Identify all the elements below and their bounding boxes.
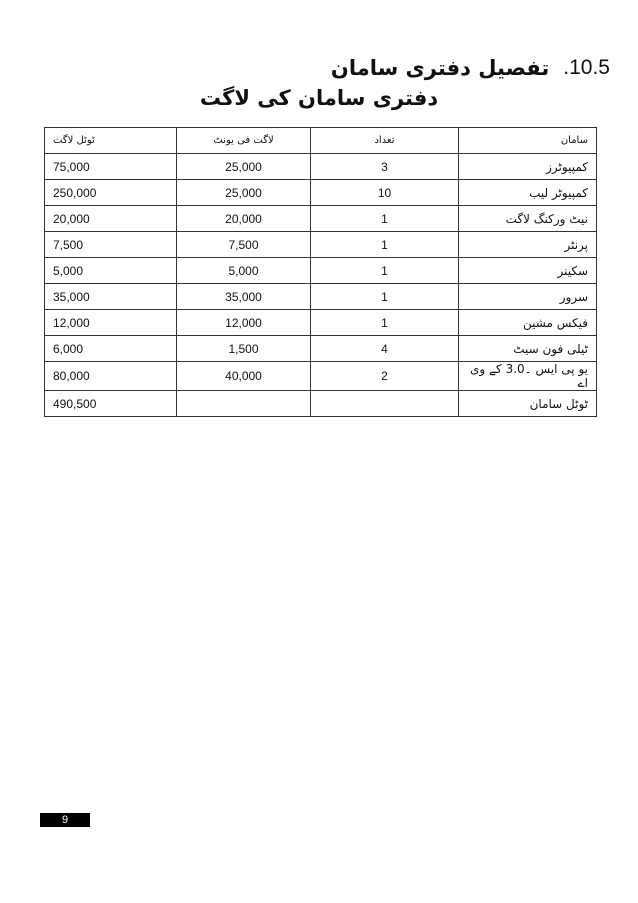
cell-quantity-empty bbox=[311, 391, 459, 417]
cell-item: یو پی ایس ۔3.0 کے وی اے bbox=[459, 362, 597, 391]
header-unit-cost: لاگت فی یونٹ bbox=[177, 128, 311, 154]
header-total-cost: ٹوٹل لاگت bbox=[45, 128, 177, 154]
cost-table bbox=[44, 127, 597, 417]
cell-total-cost: 6,000 bbox=[45, 336, 177, 362]
cell-item: نیٹ ورکنگ لاگت bbox=[459, 206, 597, 232]
table-row bbox=[45, 232, 597, 258]
cell-quantity: 1 bbox=[311, 284, 459, 310]
table-row bbox=[45, 180, 597, 206]
table-title: دفتری سامان کی لاگت bbox=[199, 86, 439, 110]
table-total-row bbox=[45, 391, 597, 417]
cell-unit-cost: 5,000 bbox=[177, 258, 311, 284]
cell-total-cost: 490,500 bbox=[45, 391, 177, 417]
cell-quantity: 3 bbox=[311, 154, 459, 180]
table-row bbox=[45, 310, 597, 336]
cell-quantity: 2 bbox=[311, 362, 459, 391]
cell-total-cost: 80,000 bbox=[45, 362, 177, 391]
header-quantity: تعداد bbox=[311, 128, 459, 154]
cell-item: فیکس مشین bbox=[459, 310, 597, 336]
cell-unit-cost: 40,000 bbox=[177, 362, 311, 391]
table-row bbox=[45, 284, 597, 310]
table-row bbox=[45, 258, 597, 284]
cell-total-cost: 12,000 bbox=[45, 310, 177, 336]
section-heading bbox=[190, 44, 610, 92]
cell-item: ٹیلی فون سیٹ bbox=[459, 336, 597, 362]
cell-item: سکینر bbox=[459, 258, 597, 284]
section-number: .10.5 bbox=[563, 56, 610, 79]
cell-quantity: 4 bbox=[311, 336, 459, 362]
table-row bbox=[45, 362, 597, 391]
cell-item: پرنٹر bbox=[459, 232, 597, 258]
cell-total-cost: 5,000 bbox=[45, 258, 177, 284]
table-row bbox=[45, 154, 597, 180]
cell-total-cost: 250,000 bbox=[45, 180, 177, 206]
cell-item: کمپیوٹر لیب bbox=[459, 180, 597, 206]
cell-total-cost: 75,000 bbox=[45, 154, 177, 180]
cell-unit-cost: 1,500 bbox=[177, 336, 311, 362]
cell-quantity: 10 bbox=[311, 180, 459, 206]
cell-quantity: 1 bbox=[311, 206, 459, 232]
cell-item: کمپیوٹرز bbox=[459, 154, 597, 180]
cell-item: سرور bbox=[459, 284, 597, 310]
cell-unit-cost-empty bbox=[177, 391, 311, 417]
cell-total-cost: 35,000 bbox=[45, 284, 177, 310]
cell-unit-cost: 25,000 bbox=[177, 154, 311, 180]
table-header-row bbox=[45, 128, 597, 154]
cell-quantity: 1 bbox=[311, 310, 459, 336]
cell-total-label: ٹوٹل سامان bbox=[459, 391, 597, 417]
cell-quantity: 1 bbox=[311, 258, 459, 284]
page-number: 9 bbox=[40, 813, 90, 827]
table-row bbox=[45, 336, 597, 362]
cell-unit-cost: 25,000 bbox=[177, 180, 311, 206]
table-row bbox=[45, 206, 597, 232]
section-title: تفصیل دفتری سامان bbox=[330, 56, 550, 80]
cell-unit-cost: 12,000 bbox=[177, 310, 311, 336]
cell-unit-cost: 7,500 bbox=[177, 232, 311, 258]
header-item: سامان bbox=[459, 128, 597, 154]
cell-unit-cost: 35,000 bbox=[177, 284, 311, 310]
cell-quantity: 1 bbox=[311, 232, 459, 258]
cell-total-cost: 20,000 bbox=[45, 206, 177, 232]
cell-total-cost: 7,500 bbox=[45, 232, 177, 258]
cell-unit-cost: 20,000 bbox=[177, 206, 311, 232]
